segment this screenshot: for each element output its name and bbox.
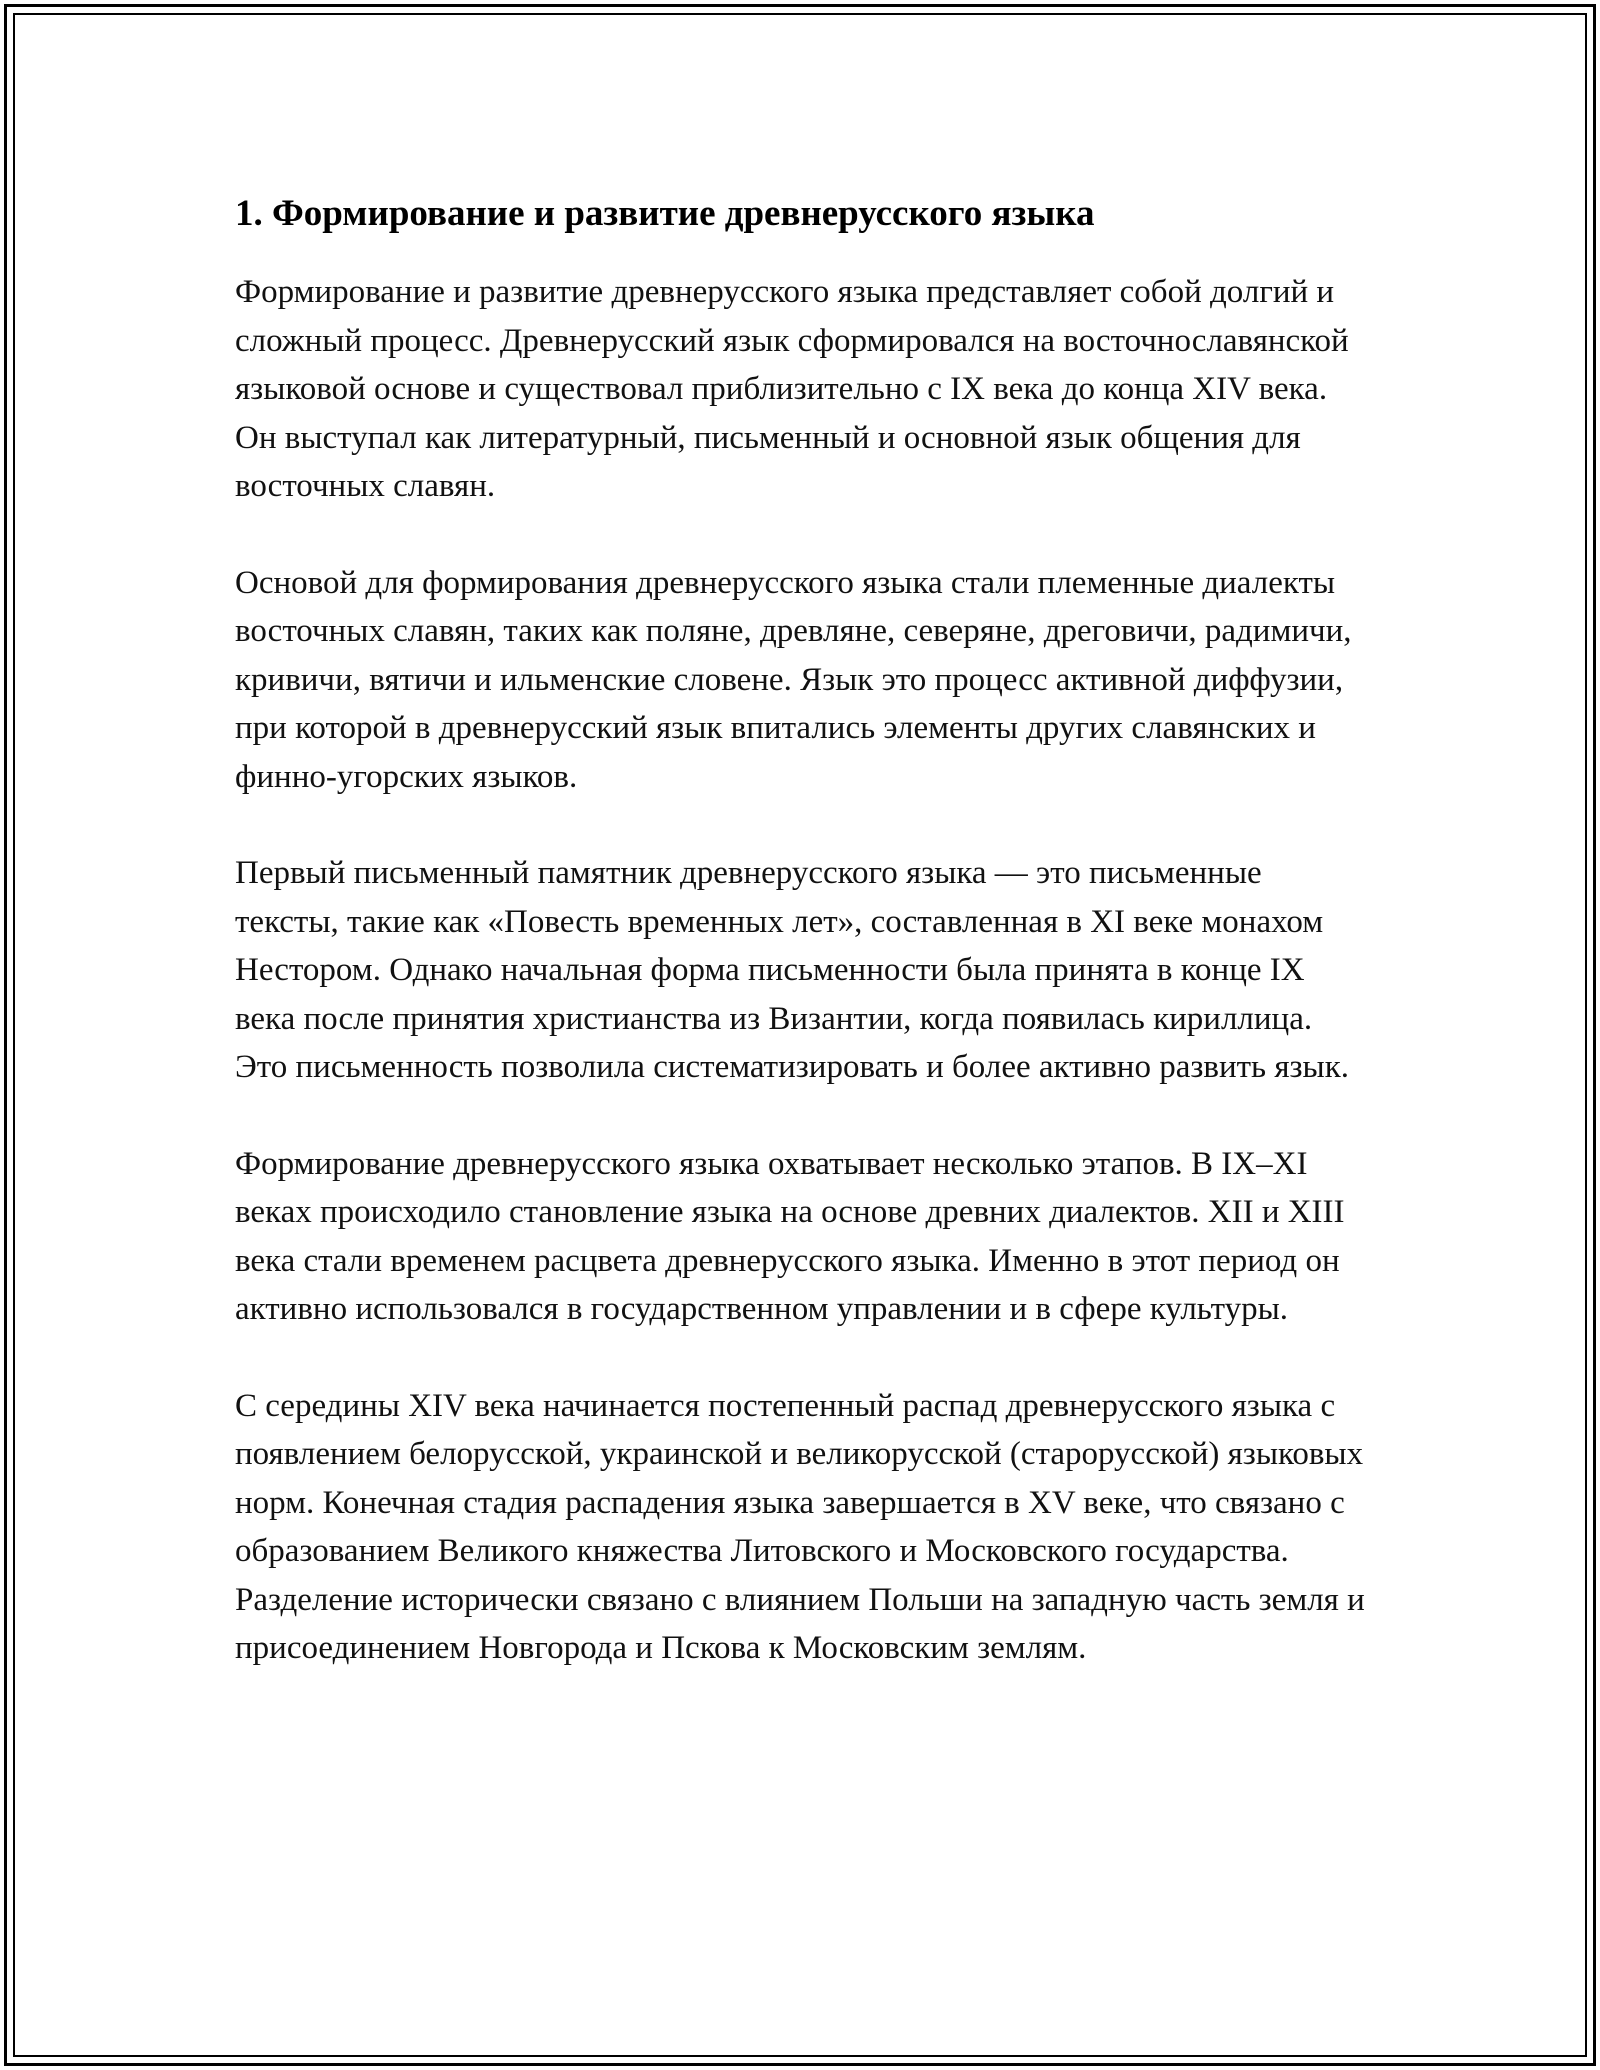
paragraph-5: С середины XIV века начинается постепенный распад древнерусского языка с появлением белорусской, украинской и великорусской (старорусской) языковых норм. Конечная стадия распадения языка завершается в XV веке, что связано с образованием Великого княжества Литовского и Московского государства. Разделение исторически связано с влиянием Польши на западную часть земля и присоединением Новгорода и Пскова к Московским землям. bbox=[235, 1387, 1365, 1666]
paragraph-3: Первый письменный памятник древнерусского языка — это письменные тексты, такие как «Повесть временных лет», составленная в XI веке монахом Нестором. Однако начальная форма письменности была принята в конце IX века после принятия христианства из Византии, когда появилась кириллица. Это письменность позволила систематизировать и более активно развить язык. bbox=[235, 855, 1350, 1085]
paragraph-1: Формирование и развитие древнерусского языка представляет собой долгий и сложный процесс. Древнерусский язык сформировался на восточнославянской языковой основе и существовал приблизительно с IX века до конца XIV века. Он выступал как литературный, письменный и основной язык общения для восточных славян. bbox=[235, 274, 1349, 504]
document-heading: 1. Формирование и развитие древнерусского языка bbox=[235, 193, 1095, 234]
document-body bbox=[235, 186, 1365, 1721]
paragraph-4: Формирование древнерусского языка охватывает несколько этапов. В IX–XI веках происходило становление языка на основе древних диалектов. XII и XIII века стали временем расцвета древнерусского языка. Именно в этот период он активно использовался в государственном управлении и в сфере культуры. bbox=[235, 1145, 1345, 1327]
paragraph-2: Основой для формирования древнерусского языка стали племенные диалекты восточных славян, таких как поляне, древляне, северяне, дреговичи, радимичи, кривичи, вятичи и ильменские словене. Язык это процесс активной диффузии, при которой в древнерусский язык впитались элементы других славянских и финно-угорских языков. bbox=[235, 564, 1352, 795]
